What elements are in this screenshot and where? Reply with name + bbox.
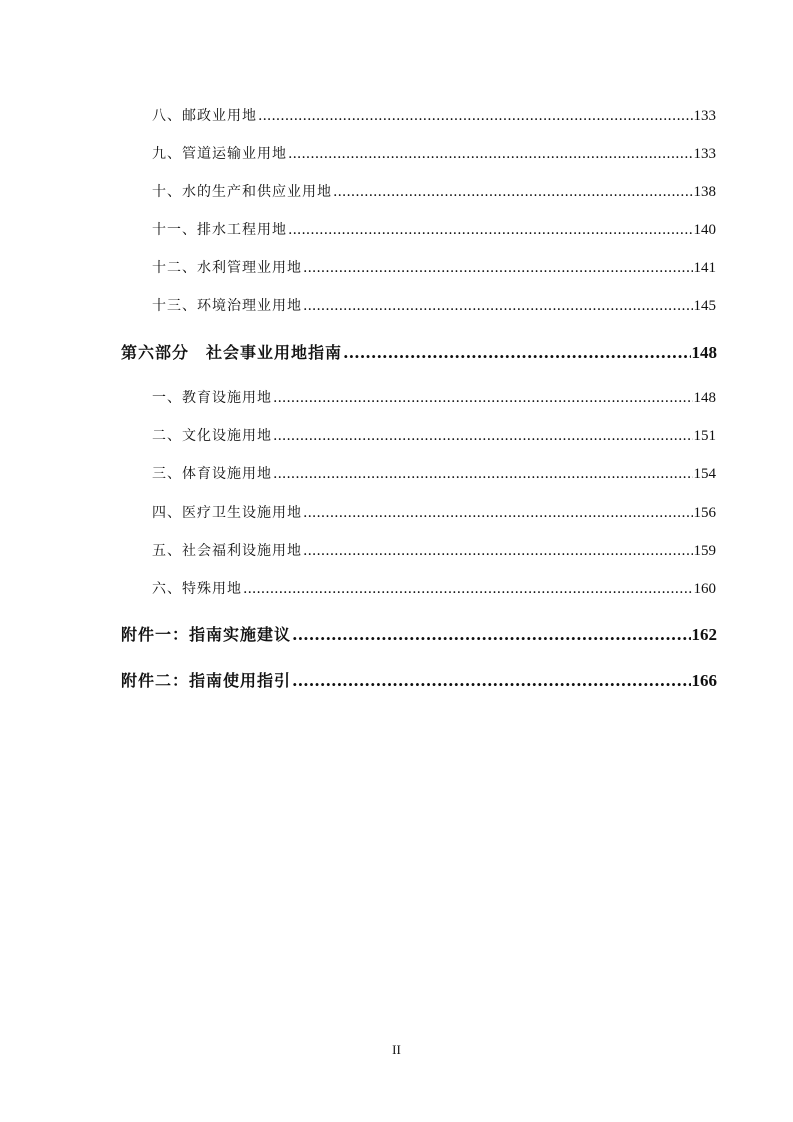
toc-entry-title: 四、医疗卫生设施用地 (152, 505, 302, 521)
toc-entry-page: 156 (693, 505, 716, 521)
toc-entry-page: 148 (693, 390, 716, 406)
toc-entry[interactable] (152, 143, 716, 163)
toc-entry[interactable] (152, 463, 716, 483)
toc-entry-page: 166 (691, 671, 717, 690)
toc-entry[interactable] (152, 387, 716, 407)
toc-entry-title: 八、邮政业用地 (152, 108, 257, 124)
toc-entry-page: 151 (693, 428, 716, 444)
toc-entry-title: 一、教育设施用地 (152, 390, 272, 406)
toc-entry[interactable] (152, 105, 716, 125)
toc-dot-leader (303, 505, 693, 521)
toc-entry-title: 十三、环境治理业用地 (152, 298, 302, 314)
toc-entry-page: 159 (693, 543, 716, 559)
toc-dot-leader (343, 343, 690, 362)
page-number: II (392, 1042, 401, 1057)
toc-entry-title: 附件一：指南实施建议 (121, 625, 292, 644)
toc-entry-page: 154 (693, 466, 716, 482)
toc-entry-title: 二、文化设施用地 (152, 428, 272, 444)
toc-dot-leader (303, 298, 693, 314)
toc-entry[interactable] (152, 181, 716, 201)
toc-entry[interactable] (152, 425, 716, 445)
toc-entry-title: 第六部分 社会事业用地指南 (121, 343, 343, 362)
toc-entry-title: 三、体育设施用地 (152, 466, 272, 482)
toc-entry-page: 141 (693, 260, 716, 276)
toc-entry[interactable] (152, 257, 716, 277)
toc-appendix-heading[interactable] (121, 622, 717, 645)
toc-dot-leader (243, 581, 693, 597)
toc-dot-leader (273, 428, 693, 444)
toc-dot-leader (288, 222, 693, 238)
toc-entry-title: 九、管道运输业用地 (152, 146, 287, 162)
toc-entry-title: 十二、水利管理业用地 (152, 260, 302, 276)
toc-entry[interactable] (152, 540, 716, 560)
toc-entry-title: 六、特殊用地 (152, 581, 242, 597)
toc-dot-leader (288, 146, 693, 162)
toc-entry-title: 十一、排水工程用地 (152, 222, 287, 238)
toc-entry[interactable] (152, 295, 716, 315)
toc-section-heading[interactable] (121, 340, 717, 363)
toc-dot-leader (303, 260, 693, 276)
toc-entry-page: 138 (693, 184, 716, 200)
toc-entry-page: 162 (691, 625, 717, 644)
toc-dot-leader (273, 466, 693, 482)
toc-appendix-heading[interactable] (121, 668, 717, 691)
toc-entry-title: 附件二：指南使用指引 (121, 671, 292, 690)
toc-entry-title: 十、水的生产和供应业用地 (152, 184, 332, 200)
toc-entry-page: 148 (691, 343, 717, 362)
toc-entry-page: 145 (693, 298, 716, 314)
toc-entry-page: 133 (693, 146, 716, 162)
toc-entry-page: 133 (693, 108, 716, 124)
toc-entry-page: 160 (693, 581, 716, 597)
toc-entry[interactable] (152, 219, 716, 239)
toc-dot-leader (292, 625, 690, 644)
toc-dot-leader (273, 390, 693, 406)
toc-entry[interactable] (152, 578, 716, 598)
toc-dot-leader (333, 184, 693, 200)
toc-entry[interactable] (152, 502, 716, 522)
toc-dot-leader (258, 108, 693, 124)
toc-dot-leader (292, 671, 690, 690)
toc-entry-title: 五、社会福利设施用地 (152, 543, 302, 559)
toc-dot-leader (303, 543, 693, 559)
toc-entry-page: 140 (693, 222, 716, 238)
